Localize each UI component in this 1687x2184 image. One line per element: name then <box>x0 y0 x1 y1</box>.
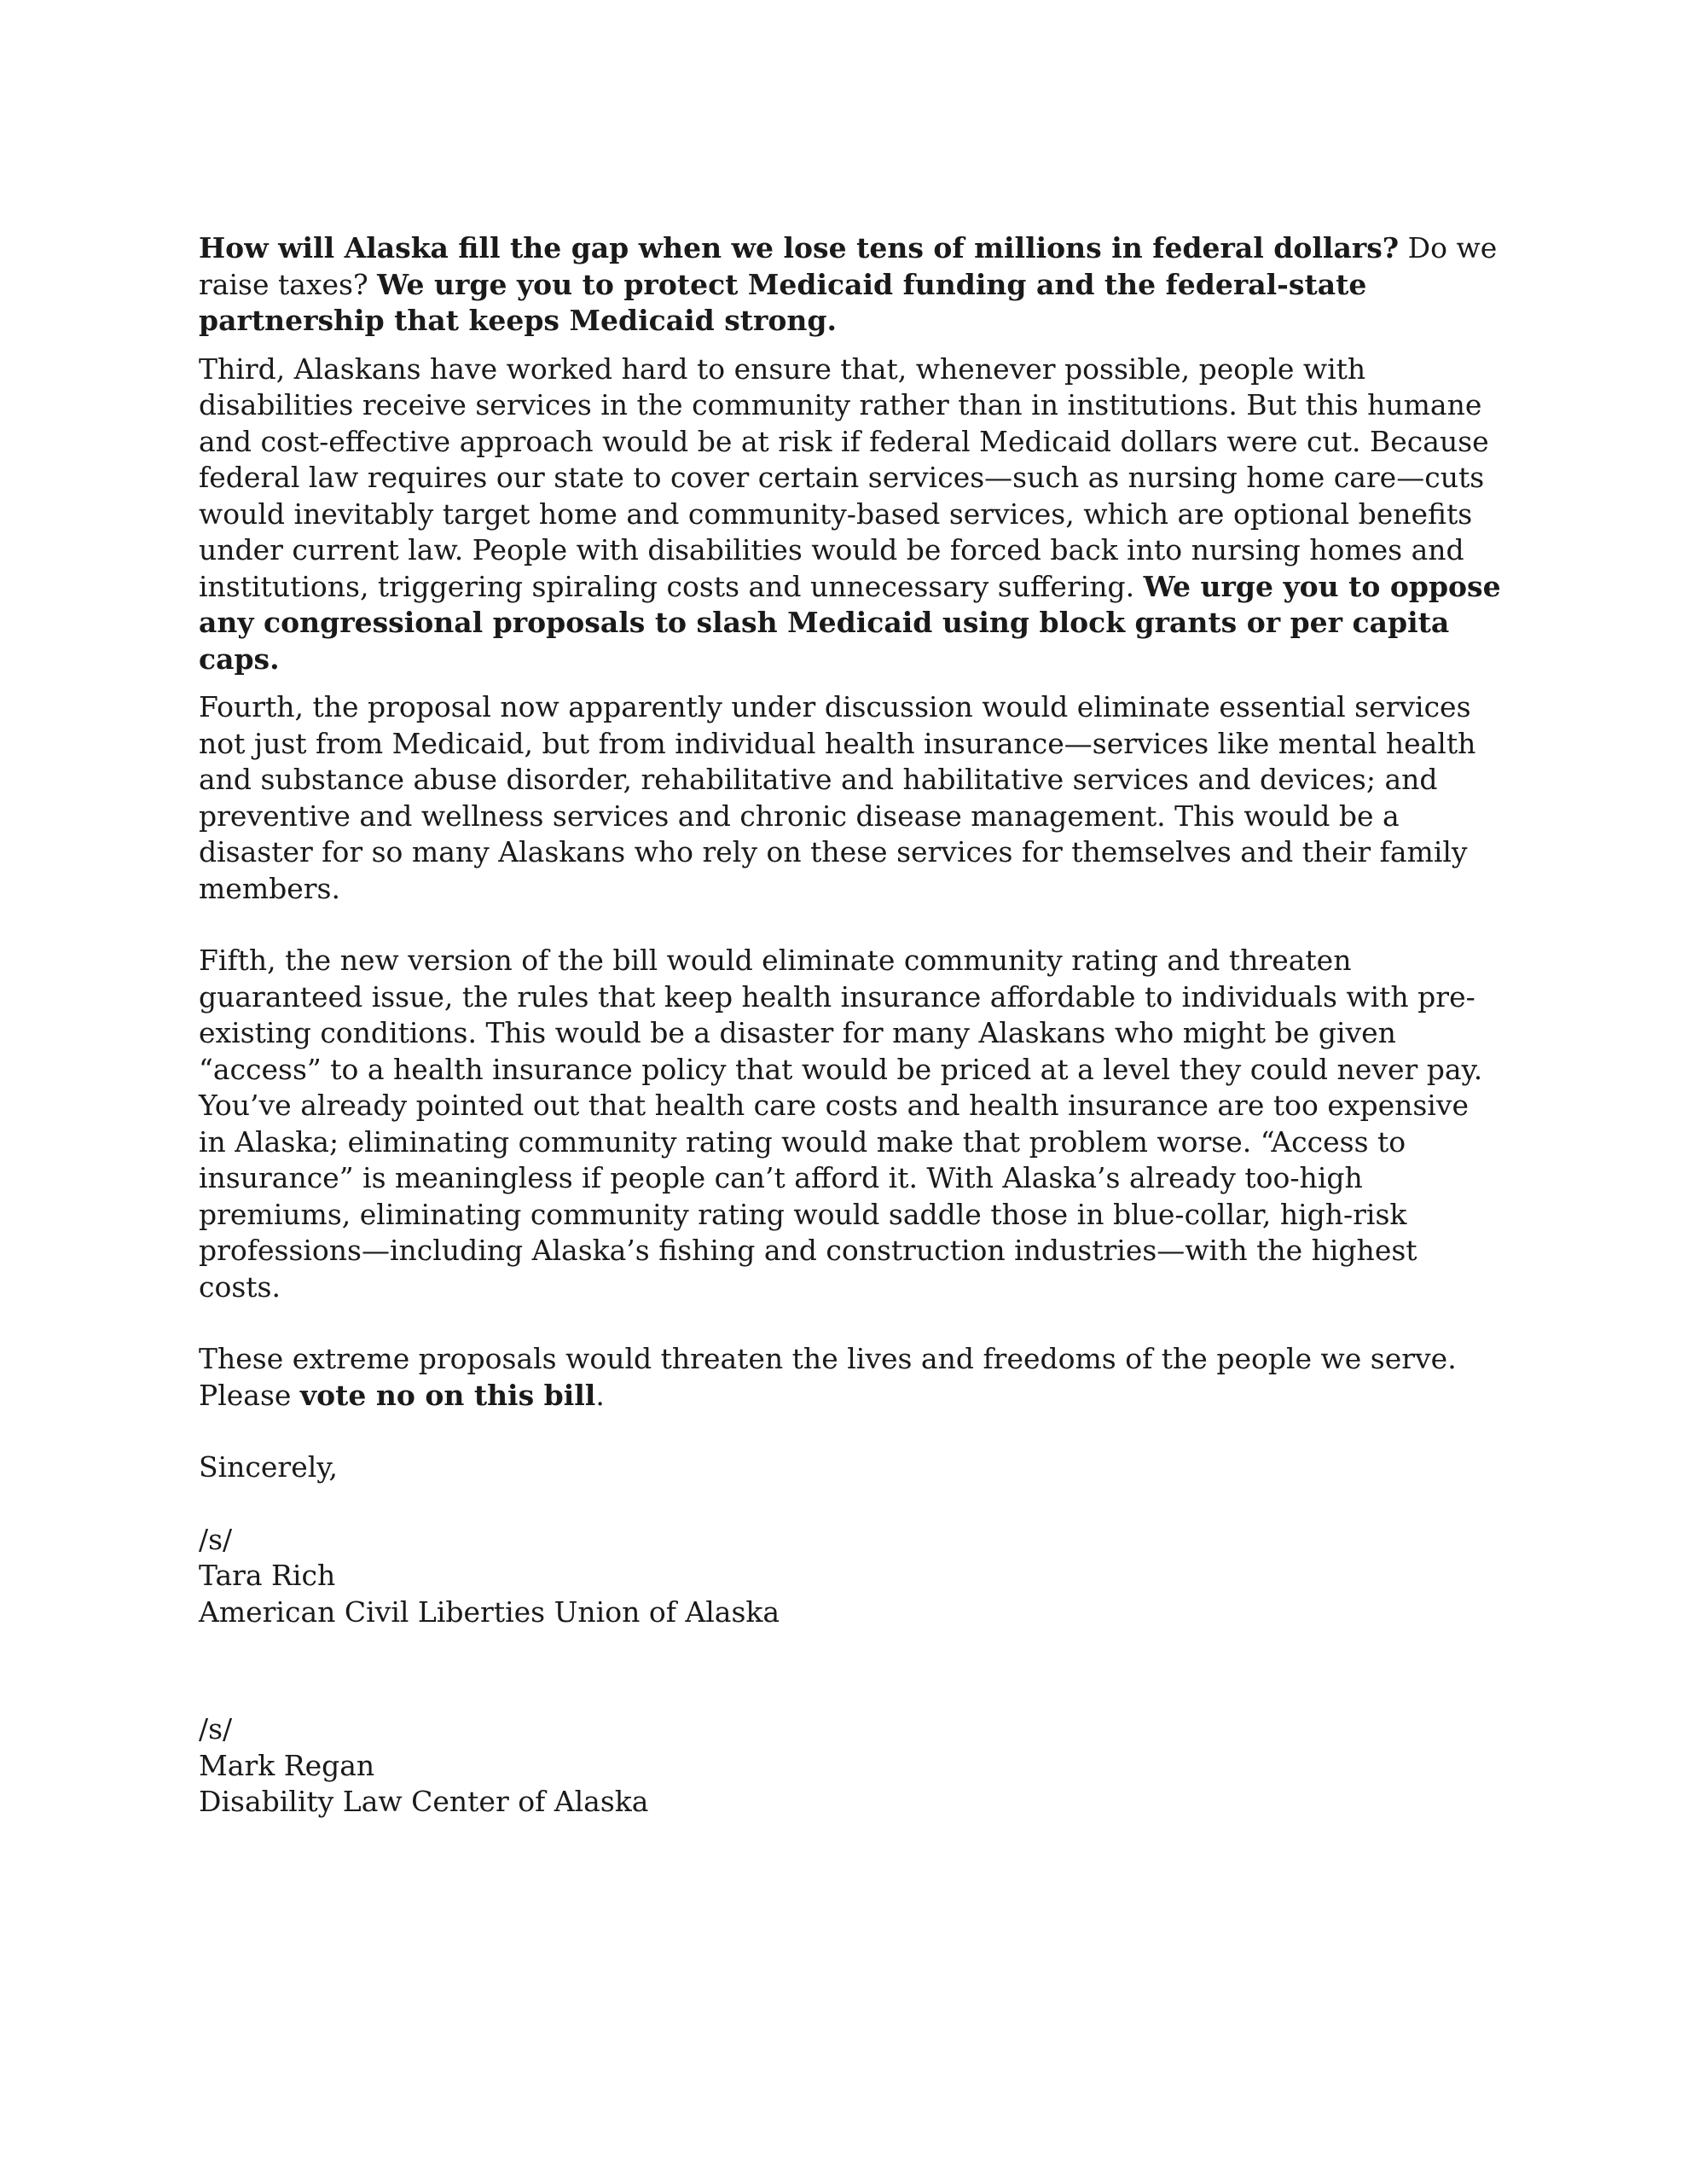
signatory-name: Tara Rich <box>199 1559 336 1592</box>
normal-text: Do we raise taxes? <box>199 231 1498 301</box>
paragraph-fourth: Fourth, the proposal now apparently under discussion would eliminate essential services not just from Medicaid, but from individual health insurance—services like mental health and substance abuse disorder, rehabilitative and habilitative services and devices; and preventive and wellness services and chronic disease management. This would be a disaster for so many Alaskans who rely on these services for themselves and their family members. <box>199 690 1476 905</box>
signature-block <box>199 1522 1504 1631</box>
letter-body <box>199 230 1504 1821</box>
paragraph-third <box>199 351 1504 678</box>
normal-text: These extreme proposals would threaten the lives and freedoms of the people we serve. Please <box>199 1342 1457 1412</box>
bold-urge: We urge you to protect Medicaid funding and the federal-state partnership that keeps Medicaid strong. <box>199 267 1367 337</box>
paragraph-funding-gap <box>199 230 1504 340</box>
normal-text: Third, Alaskans have worked hard to ensure that, whenever possible, people with disabilities receive services in the community rather than in institutions. But this humane and cost-effective approach would be at risk if federal Medicaid dollars were cut. Because federal law requires our state to cover certain services—such as nursing home care—cuts would inevitably target home and community-based services, which are optional benefits under current law. People with disabilities would be forced back into nursing homes and institutions, triggering spiraling costs and unnecessary suffering. <box>199 351 1489 603</box>
closing: Sincerely, <box>199 1450 339 1484</box>
signatory-name: Mark Regan <box>199 1748 375 1782</box>
signatory-organization: American Civil Liberties Union of Alaska <box>199 1594 780 1629</box>
paragraph-conclusion <box>199 1341 1504 1414</box>
signature-mark: /s/ <box>199 1522 233 1556</box>
bold-question: How will Alaska fill the gap when we lose tens of millions in federal dollars? <box>199 231 1400 264</box>
bold-urge: We urge you to oppose any congressional proposals to slash Medicaid using block grants or per capita caps. <box>199 569 1501 676</box>
signature-block <box>199 1711 1504 1821</box>
signatory-organization: Disability Law Center of Alaska <box>199 1785 649 1818</box>
paragraph-fifth: Fifth, the new version of the bill would eliminate community rating and threaten guaranteed issue, the rules that keep health insurance affordable to individuals with pre-existing conditions. This would be a disaster for many Alaskans who might be given “access” to a health insurance policy that would be priced at a level they could never pay. You’ve already pointed out that health care costs and health insurance are too expensive in Alaska; eliminating community rating would make that problem worse. “Access to insurance” is meaningless if people can’t afford it. With Alaska’s already too-high premiums, eliminating community rating would saddle those in blue-collar, high-risk professions—including Alaska’s fishing and construction industries—with the highest costs. <box>199 944 1483 1304</box>
bold-vote-no: vote no on this bill <box>299 1378 596 1412</box>
signature-mark: /s/ <box>199 1712 233 1745</box>
normal-text: . <box>595 1378 605 1412</box>
